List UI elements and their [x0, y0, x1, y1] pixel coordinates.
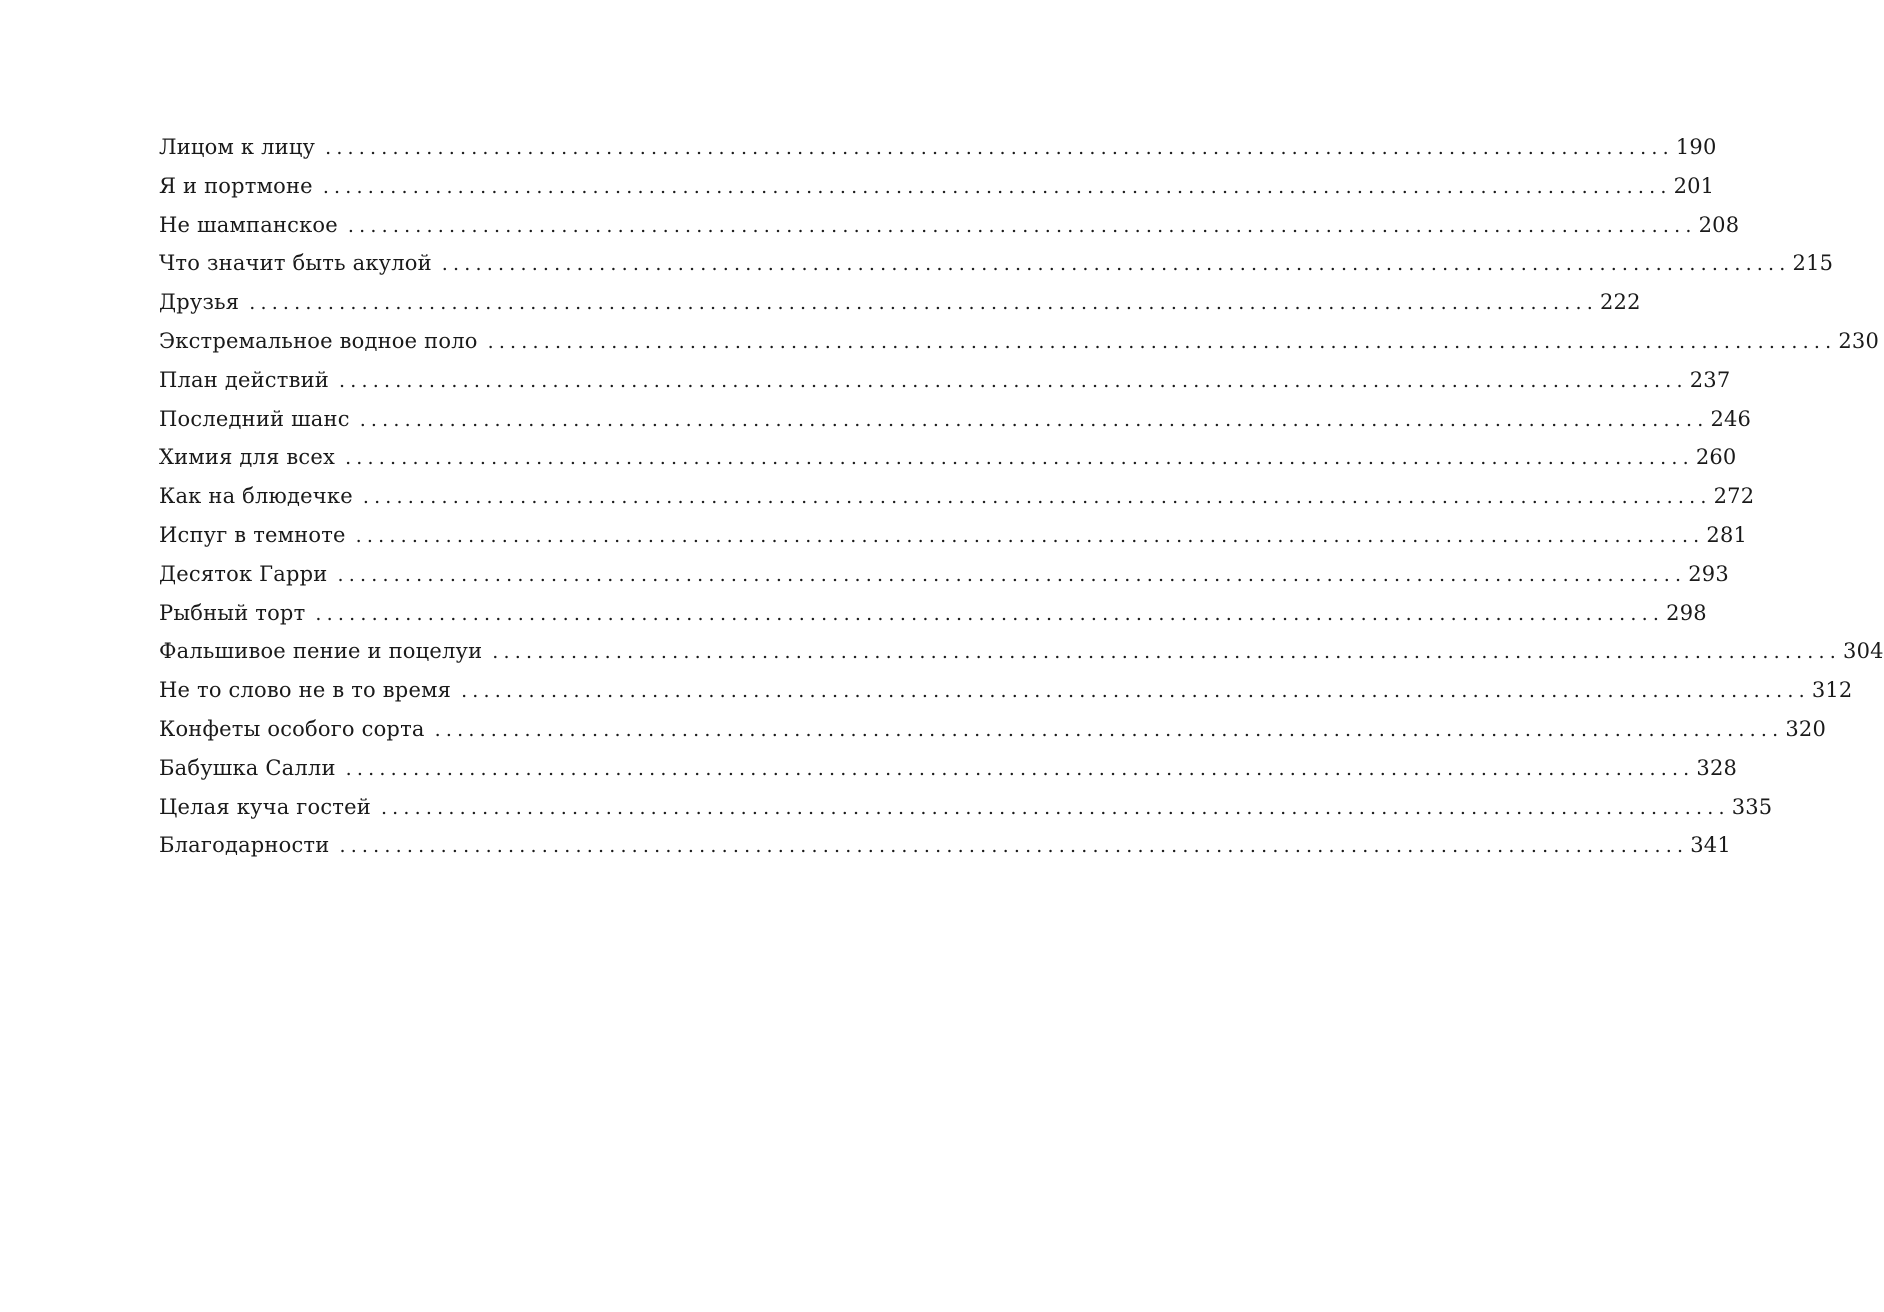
toc-entry [159, 400, 1752, 439]
dot-leader: ........................................................................................................................ [362, 486, 1712, 509]
toc-entry-page-number: 281 [1706, 522, 1748, 547]
toc-entry-page-number: 222 [1599, 290, 1641, 315]
toc-entry [159, 167, 1715, 206]
toc-entry-title: Бабушка Салли [159, 755, 336, 780]
toc-entry [159, 244, 1834, 283]
toc-entry-page-number: 260 [1695, 445, 1737, 470]
toc-entry-title: Испуг в темноте [159, 522, 346, 547]
toc-entry-title: Рыбный торт [159, 600, 306, 625]
toc-entry [159, 749, 1738, 788]
toc-entry-title: План действий [159, 367, 329, 392]
toc-entry [159, 555, 1729, 594]
dot-leader: ........................................................................................................................ [434, 718, 1784, 741]
toc-entry-title: Десяток Гарри [159, 561, 328, 586]
dot-leader: ........................................................................................................................ [355, 524, 1705, 547]
dot-leader: ........................................................................................................................ [441, 253, 1791, 276]
dot-leader: ........................................................................................................................ [345, 757, 1695, 780]
table-of-contents [159, 128, 1884, 865]
dot-leader: ........................................................................................................................ [359, 408, 1709, 431]
toc-entry-page-number: 341 [1690, 833, 1731, 858]
dot-leader: ........................................................................................................................ [487, 330, 1837, 353]
toc-entry [159, 671, 1853, 710]
toc-entry-title: Последний шанс [159, 406, 350, 431]
toc-entry-title: Я и портмоне [159, 173, 313, 198]
toc-entry-title: Лицом к лицу [159, 135, 316, 159]
toc-entry [159, 826, 1731, 865]
toc-entry [159, 128, 1717, 167]
toc-entry-title: Друзья [159, 290, 240, 315]
toc-entry-title: Экстремальное водное поло [159, 328, 478, 353]
toc-entry [159, 594, 1707, 633]
toc-entry-title: Химия для всех [159, 445, 336, 470]
toc-entry [159, 477, 1755, 516]
toc-entry-page-number: 246 [1710, 406, 1752, 431]
toc-entry-page-number: 335 [1731, 794, 1773, 819]
toc-entry [159, 361, 1731, 400]
dot-leader: ........................................................................................................................ [315, 602, 1665, 625]
toc-entry-title: Фальшивое пение и поцелуи [159, 639, 483, 664]
toc-entry-title: Как на блюдечке [159, 484, 353, 509]
toc-entry-page-number: 208 [1698, 212, 1740, 237]
toc-entry-title: Целая куча гостей [159, 794, 371, 819]
toc-entry [159, 283, 1641, 322]
toc-entry [159, 632, 1884, 671]
dot-leader: ........................................................................................................................ [339, 369, 1688, 392]
toc-entry-page-number: 312 [1811, 678, 1853, 703]
toc-entry-page-number: 201 [1673, 173, 1715, 198]
toc-entry-page-number: 293 [1688, 561, 1729, 586]
toc-entry-title: Не то слово не в то время [159, 678, 452, 703]
toc-entry-page-number: 190 [1675, 135, 1717, 159]
toc-entry [159, 206, 1740, 245]
dot-leader: ........................................................................................................................ [249, 292, 1598, 315]
toc-entry-title: Не шампанское [159, 212, 338, 237]
toc-entry [159, 322, 1880, 361]
dot-leader: ........................................................................................................................ [380, 796, 1730, 819]
dot-leader: ........................................................................................................................ [461, 680, 1810, 703]
toc-entry-title: Что значит быть акулой [159, 251, 432, 276]
toc-entry-page-number: 237 [1689, 367, 1731, 392]
dot-leader: ........................................................................................................................ [322, 175, 1672, 198]
toc-entry-page-number: 215 [1792, 251, 1834, 276]
toc-entry-title: Конфеты особого сорта [159, 716, 425, 741]
toc-entry [159, 710, 1827, 749]
toc-entry-page-number: 320 [1785, 716, 1827, 741]
toc-entry-page-number: 298 [1666, 600, 1707, 625]
toc-entry-page-number: 272 [1713, 484, 1755, 509]
dot-leader: ........................................................................................................................ [325, 137, 1674, 159]
dot-leader: ........................................................................................................................ [339, 835, 1689, 858]
toc-entry [159, 438, 1737, 477]
dot-leader: ........................................................................................................................ [347, 214, 1697, 237]
toc-entry [159, 516, 1748, 555]
toc-entry-title: Благодарности [159, 833, 330, 858]
toc-entry-page-number: 328 [1696, 755, 1738, 780]
dot-leader: ........................................................................................................................ [337, 563, 1687, 586]
dot-leader: ........................................................................................................................ [492, 641, 1842, 664]
toc-entry-page-number: 304 [1843, 639, 1884, 664]
toc-entry-page-number: 230 [1838, 328, 1880, 353]
toc-entry [159, 788, 1773, 827]
dot-leader: ........................................................................................................................ [345, 447, 1694, 470]
